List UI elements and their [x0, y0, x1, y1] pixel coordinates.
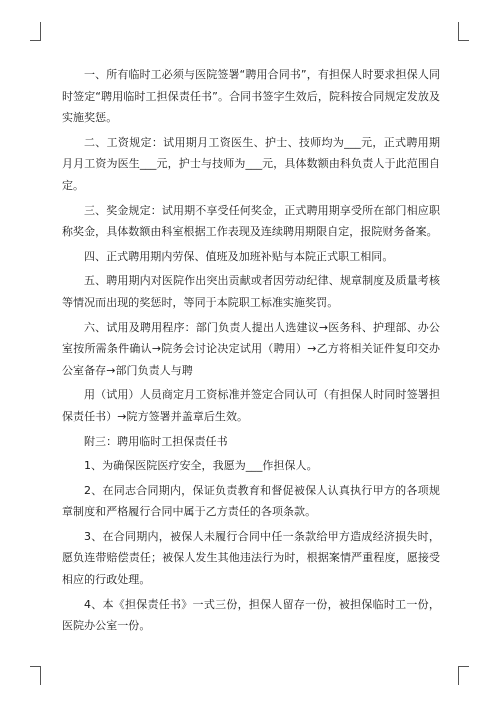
appendix-heading: 附三：聘用临时工担保责任书 [84, 434, 228, 448]
paragraph-salary-rules: 二、工资规定：试用期月工资医生、护士、技师均为___元，正式聘用期月月工资为医生___元，护士与技师为___元，具体数额由科负责人于此范围自定。 [62, 135, 440, 192]
guarantee-item-4: 4、本《担保责任书》一式三份，担保人留存一份，被担保临时工一份，医院办公室一份。 [62, 597, 440, 633]
paragraph-rewards-penalties: 五、聘用期内对医院作出突出贡献或者因劳动纪律、规章制度及质量考核等情况而出现的奖惩时，等同于本院职工标准实施奖罚。 [62, 274, 440, 309]
paragraph-contract-signing: 一、所有临时工必须与医院签署“聘用合同书”，有担保人时要求担保人同时签定“聘用临时工担保责任书”。合同书签字生效后，院科按合同规定发放及实施奖惩。 [62, 68, 440, 125]
crop-mark-top-left [30, 22, 41, 41]
guarantee-item-2: 2、在同志合同期内，保证负责教育和督促被保人认真执行甲方的各项规章制度和严格履行合同中属于乙方责任的各项条款。 [62, 483, 440, 519]
crop-mark-bottom-right [458, 666, 469, 685]
guarantee-item-3: 3、在合同期内，被保人未履行合同中任一条款给甲方造成经济损失时，愿负连带赔偿责任；被保人发生其他违法行为时，根据案情严重程度，愿接受相应的行政处理。 [62, 529, 440, 587]
crop-mark-bottom-left [30, 666, 41, 685]
paragraph-hiring-procedure: 六、试用及聘用程序：部门负责人提出人选建议→医务科、护理部、办公室按所需条件确认→院务会讨论决定试用（聘用）→乙方将相关证件复印交办公室备存→部门负责人与聘 [62, 320, 440, 377]
paragraph-benefits: 四、正式聘用期内劳保、值班及加班补贴与本院正式职工相同。 [84, 249, 394, 263]
paragraph-bonus-rules: 三、奖金规定：试用期不享受任何奖金，正式聘用期享受所在部门相应职称奖金，具体数额由科室根据工作表现及连续聘用期限自定，报院财务备案。 [62, 203, 440, 239]
crop-mark-top-right [458, 22, 469, 41]
paragraph-hiring-procedure-continued: 用（试用）人员商定月工资标准并签定合同认可（有担保人时同时签署担保责任书）→院方签署并盖章后生效。 [62, 388, 440, 423]
document-body [62, 64, 440, 637]
guarantee-item-1: 1、为确保医院医疗安全，我愿为___作担保人。 [84, 459, 318, 473]
